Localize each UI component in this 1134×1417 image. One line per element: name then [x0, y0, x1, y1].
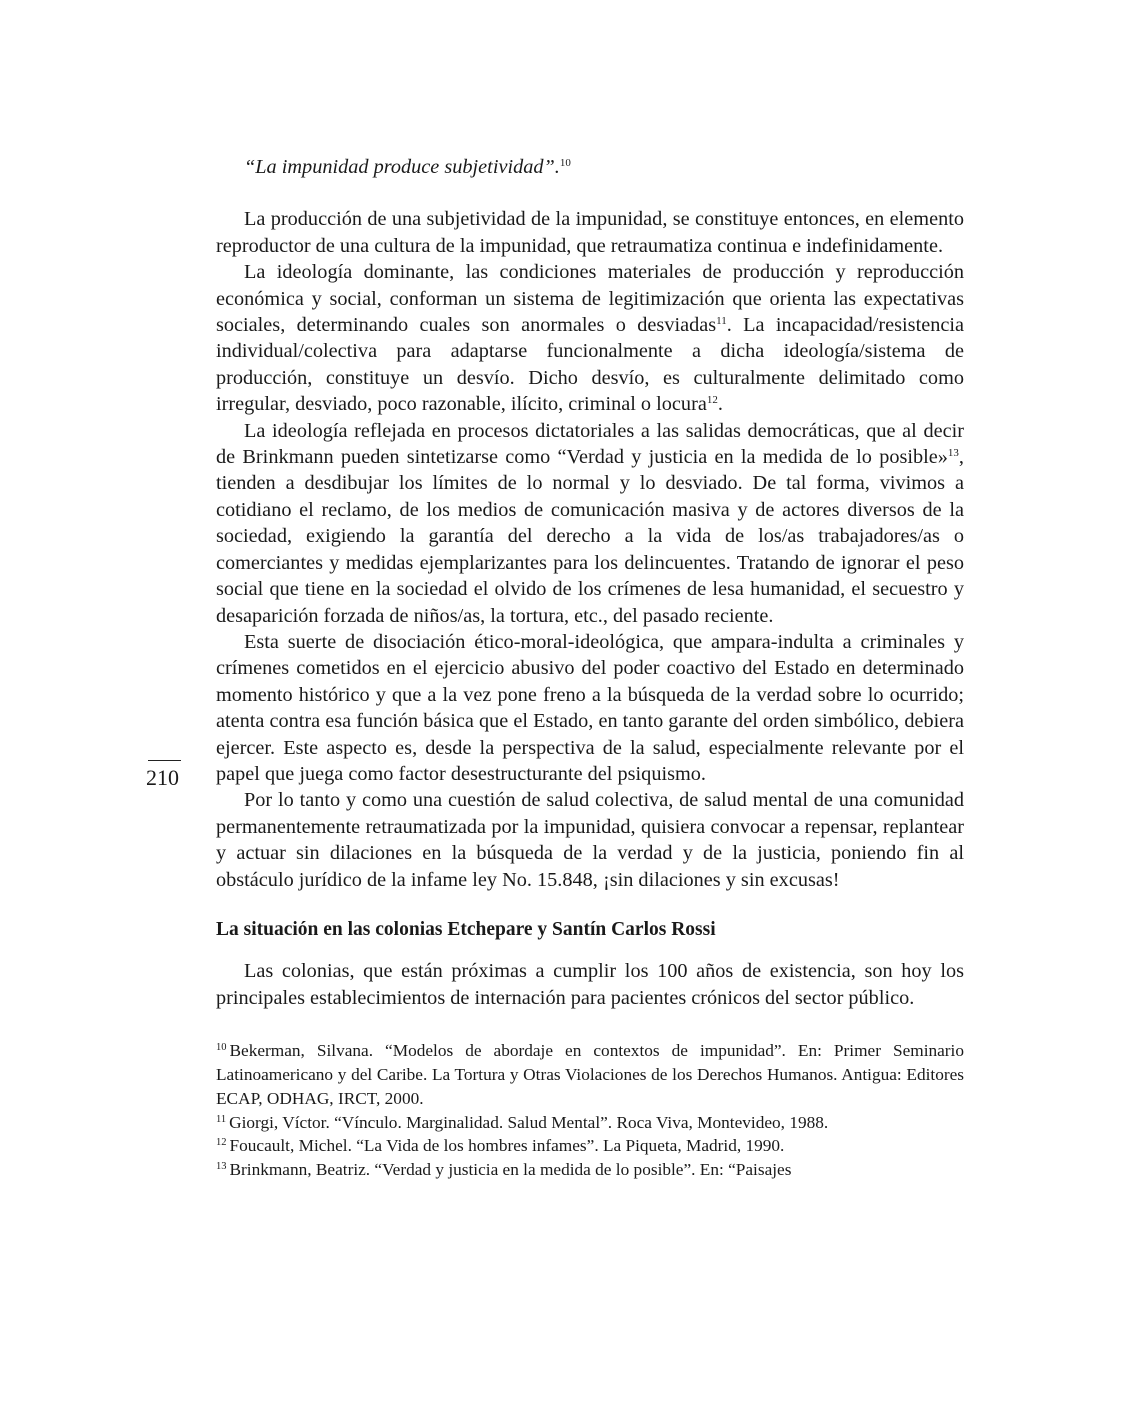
footnote-10: [216, 1039, 964, 1110]
page-number: 210: [146, 765, 179, 790]
footnote-number: 11: [216, 1113, 227, 1125]
paragraph-2-text-b: . La incapacidad/resistencia individual/colectiva para adaptarse funcionalmente a dicha ideología/sistema de producción, constituye un desvío. Dicho desvío, es culturalmente delimitado como irregular, desviado, poco razonable, ilícito, criminal o locura: [216, 314, 964, 416]
footnote-text: Bekerman, Silvana. “Modelos de abordaje en contextos de impunidad”. En: Primer Seminario Latinoamericano y del Caribe. La Tortura y Otras Violaciones de los Derechos Humanos. Antigua: Editores ECAP, ODHAG, IRCT, 2000.: [216, 1041, 964, 1108]
paragraph-1: [216, 206, 964, 259]
paragraph-3-text-a: La ideología reflejada en procesos dictatoriales a las salidas democráticas, que al decir de Brinkmann pueden sintetizarse como “Verdad y justicia en la medida de lo posible»: [216, 419, 964, 469]
footnote-number: 12: [216, 1137, 227, 1149]
section-paragraph: [216, 958, 964, 1011]
footnote-number: 13: [216, 1161, 227, 1173]
footnote-text: Foucault, Michel. “La Vida de los hombres infames”. La Piqueta, Madrid, 1990.: [229, 1136, 785, 1156]
paragraph-5-text: Por lo tanto y como una cuestión de salud colectiva, de salud mental de una comunidad permanentemente retraumatizada por la impunidad, quisiera convocar a repensar, replantear y actuar sin dilaciones en la búsqueda de la verdad y de la justicia, poniendo fin al obstáculo jurídico de la infame ley No. 15.848, ¡sin dilaciones y sin excusas!: [216, 789, 964, 891]
paragraph-4-text: Esta suerte de disociación ético-moral-ideológica, que ampara-indulta a criminales y crímenes cometidos en el ejercicio abusivo del poder coactivo del Estado en determinado momento histórico y que a la vez pone freno a la búsqueda de la verdad sobre lo ocurrido; atenta contra esa función básica que el Estado, en tanto garante del orden simbólico, debiera ejercer. Este aspecto es, desde la perspectiva de la salud, especialmente relevante por el papel que juega como factor desestructurante del psiquismo.: [216, 630, 964, 785]
epigraph: [216, 154, 964, 180]
epigraph-text: “La impunidad produce subjetividad”.: [244, 156, 560, 178]
footnote-ref-11: 11: [716, 315, 727, 328]
footnote-12: [216, 1134, 964, 1158]
page-number-rule: [148, 760, 181, 761]
section-heading: La situación en las colonias Etchepare y Santín Carlos Rossi: [216, 918, 716, 940]
footnote-ref-13: 13: [947, 447, 959, 460]
section-paragraph-text: Las colonias, que están próximas a cumplir los 100 años de existencia, son hoy los principales establecimientos de internación para pacientes crónicos del sector público.: [216, 960, 964, 1009]
paragraph-4: [216, 629, 964, 787]
footnotes: [216, 1039, 964, 1182]
paragraph-2-text-a: La ideología dominante, las condiciones materiales de producción y reproducción económica y social, conforman un sistema de legitimización que orienta las expectativas sociales, determinando cuales son anormales o desviadas: [216, 261, 964, 337]
footnote-number: 10: [216, 1042, 227, 1054]
footnote-text: Brinkmann, Beatriz. “Verdad y justicia en la medida de lo posible”. En: “Paisajes: [229, 1160, 792, 1180]
paragraph-3: [216, 418, 964, 629]
paragraph-2: [216, 259, 964, 417]
footnote-ref-12: 12: [706, 394, 718, 407]
footnote-ref-10: 10: [559, 157, 571, 169]
footnote-13: [216, 1158, 964, 1182]
paragraph-2-text-c: .: [717, 393, 723, 416]
paragraph-3-text-b: , tienden a desdibujar los límites de lo normal y lo desviado. De tal forma, vivimos a cotidiano el reclamo, de los medios de comunicación masiva y de actores diversos de la sociedad, exigiendo la garantía del derecho a la vida de los/as trabajadores/as o comerciantes y medidas ejemplarizantes para los delincuentes. Tratando de ignorar el peso social que tiene en la sociedad el olvido de los crímenes de lesa humanidad, el secuestro y desaparición forzada de niños/as, la tortura, etc., del pasado reciente.: [216, 446, 964, 627]
paragraph-5: [216, 787, 964, 893]
footnote-text: Giorgi, Víctor. “Vínculo. Marginalidad. Salud Mental”. Roca Viva, Montevideo, 1988.: [229, 1112, 829, 1132]
text-column: [216, 154, 964, 1182]
footnote-11: [216, 1111, 964, 1135]
paragraph-1-text: La producción de una subjetividad de la impunidad, se constituye entonces, en elemento reproductor de una cultura de la impunidad, que retraumatiza continua e indefinidamente.: [216, 208, 964, 257]
